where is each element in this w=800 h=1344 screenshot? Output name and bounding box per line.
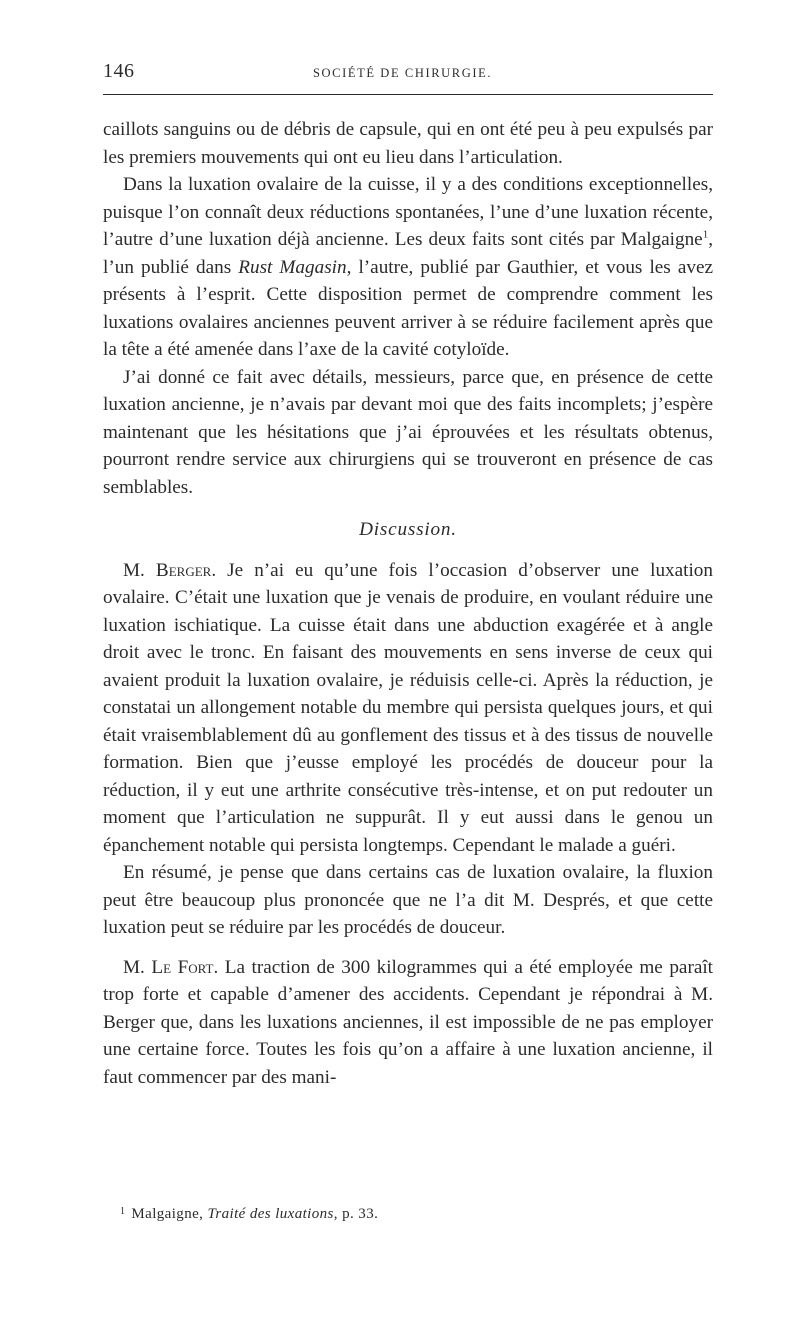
body-text — [103, 116, 713, 1091]
text-run: Dans la luxation ovalaire de la cuisse, il y a des conditions exceptionnelles, puisque l’on connaît deux réductions spontanées, l’une d’une luxation récente, l’autre d’une luxation déjà ancienne. Les deux faits sont cités par Malgaigne — [103, 174, 713, 250]
paragraph: J’ai donné ce fait avec détails, messieurs, parce que, en présence de cette luxation ancienne, je n’avais par devant moi que des faits incomplets; j’espère maintenant que les hésitations que j’ai éprouvées et les résultats obtenus, pourront rendre service aux chirurgiens qui se trouveront en présence de cas semblables. — [103, 366, 713, 498]
page-number: 146 — [103, 60, 135, 82]
footnote — [120, 1206, 378, 1223]
speaker-name: Berger — [155, 559, 212, 581]
speaker-prefix: M. — [123, 956, 152, 978]
paragraph — [103, 557, 713, 860]
italic-title: Rust Magasin — [238, 256, 347, 278]
footnote-ref: 1 — [702, 228, 709, 241]
footnote-title: Traité des luxations — [207, 1206, 334, 1222]
book-page — [103, 58, 714, 1222]
speaker-prefix: M. — [123, 559, 156, 581]
text-run: , l’un publié dans — [103, 229, 713, 278]
footnote-author: Malgaigne, — [131, 1206, 208, 1222]
header-rule — [103, 94, 713, 95]
paragraph: caillots sanguins ou de débris de capsule, qui en ont été peu à peu expulsés par les premiers mouvements qui ont eu lieu dans l’articulation. — [103, 119, 713, 168]
running-head: SOCIÉTÉ DE CHIRURGIE. — [313, 66, 493, 80]
text-run: . La traction de 300 kilogrammes qui a été employée me paraît trop forte et capable d’amener des accidents. Cependant je répondrai à M. Berger que, dans les luxations anciennes, il est impossible de ne pas employer une certaine force. Toutes les fois qu’on a affaire à une luxation ancienne, il faut commencer par des mani- — [103, 956, 714, 1088]
paragraph — [103, 954, 713, 1092]
section-heading: Discussion. — [359, 519, 457, 540]
text-run: . Je n’ai eu qu’une fois l’occasion d’observer une luxation ovalaire. C’était une luxation que je venais de produire, en voulant réduire une luxation ischiatique. La cuisse était dans une abduction exagérée et à angle droit avec le tronc. En faisant des mouvements en sens inverse de ceux qui avaient produit la luxation ovalaire, je réduisis celle-ci. Après la réduction, je constatai un allongement notable du membre qui persista quelques jours, et qui était vraisemblablement dû au gonflement des tissus et à des tissus de nouvelle formation. Bien que j’eusse employé les procédés de douceur pour la réduction, il y eut une arthrite consécutive très-intense, et on put redouter un moment que l’articulation ne suppurât. Il y eut aussi dans le genou un épanchement notable qui persista longtemps. Cependant le malade a guéri. — [103, 559, 713, 856]
page-header — [103, 58, 713, 90]
text-run: , l’autre, publié par Gauthier, et vous les avez présents à l’esprit. Cette disposition permet de comprendre comment les luxations ovalaires anciennes peuvent arriver à se réduire facilement après que la tête a été amenée dans l’axe de la cavité cotyloïde. — [103, 256, 713, 360]
speaker-name: Le Fort — [151, 956, 214, 978]
paragraph — [103, 171, 713, 364]
footnote-rest: , p. 33. — [333, 1206, 379, 1222]
footnote-mark: 1 — [120, 1206, 126, 1217]
paragraph: En résumé, je pense que dans certains cas de luxation ovalaire, la fluxion peut être beaucoup plus prononcée que ne l’a dit M. Després, et que cette luxation peut se réduire par les procédés de douceur. — [103, 862, 713, 938]
